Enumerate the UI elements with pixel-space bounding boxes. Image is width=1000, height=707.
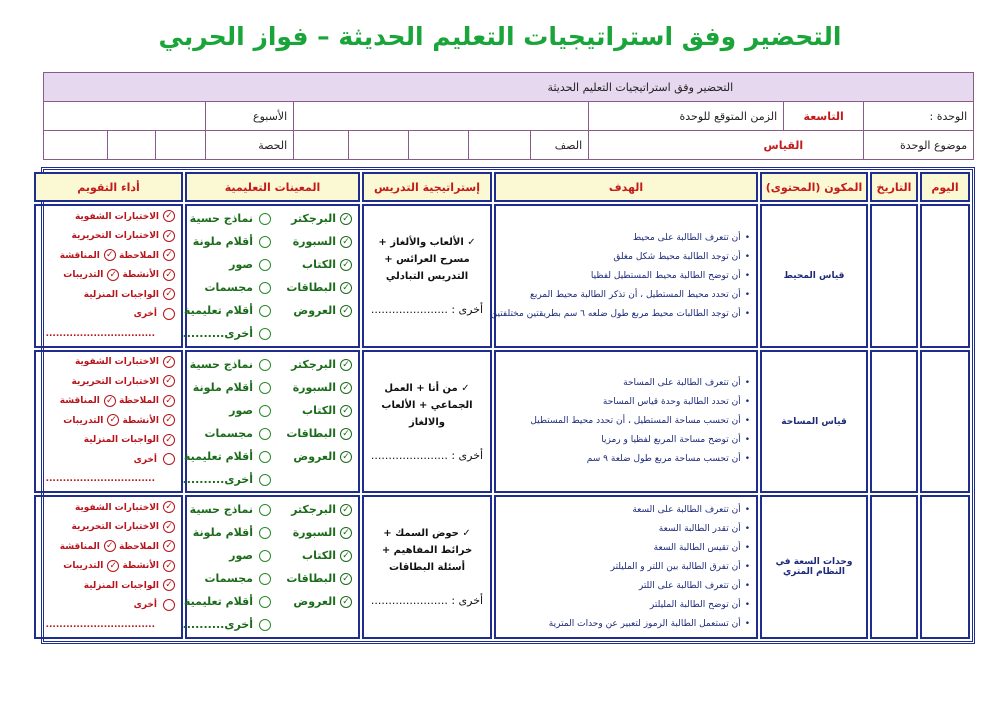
- tool-item: ✓الكتاب: [284, 253, 352, 276]
- tool-item: ✓السبورة: [284, 376, 352, 399]
- col-date: التاريخ: [870, 172, 918, 202]
- check-icon: ✓: [163, 414, 175, 426]
- check-icon: ✓: [163, 375, 175, 387]
- tool-item: ✓السبورة: [284, 230, 352, 253]
- date-cell: [870, 495, 918, 639]
- aid-item: مجسمات: [193, 276, 271, 299]
- check-icon: ✓: [107, 269, 119, 281]
- aid-item: أقلام ملونة: [193, 376, 271, 399]
- goal-cell: [494, 350, 758, 494]
- eval-item: ✓الاختبارات التحريرية: [42, 518, 175, 538]
- strategy-cell: ✓ حوض السمك + خرائط المفاهيم + أسئلة البطاقات أخرى : ......................: [362, 495, 492, 639]
- tool-item: ✓الكتاب: [284, 399, 352, 422]
- check-icon: ✓: [163, 230, 175, 242]
- check-icon: ✓: [163, 288, 175, 300]
- tool-item: ✓العروض: [284, 590, 352, 613]
- eval-item: ✓الاختبارات الشفوية: [42, 353, 175, 373]
- check-icon: ✓: [107, 414, 119, 426]
- eval-item: ✓الواجبات المنزلية: [42, 577, 175, 597]
- col-day: اليوم: [920, 172, 970, 202]
- col-goal: الهدف: [494, 172, 758, 202]
- eval-item: ✓الاختبارات الشفوية: [42, 499, 175, 519]
- check-icon: ✓: [104, 249, 116, 261]
- eval-dots: ................................: [45, 474, 155, 485]
- unit-value: التاسعة: [784, 102, 864, 131]
- goal-item: • أن توجد الطالبة محيط شكل مغلق: [502, 248, 750, 267]
- tool-item: ✓البطاقات: [284, 276, 352, 299]
- lesson-row: [34, 350, 970, 494]
- other-label: أخرى :: [451, 448, 484, 462]
- circle-icon: [259, 305, 271, 317]
- eval-item: ✓الأنشطة ✓التدريبات: [42, 412, 175, 432]
- goal-item: • أن تحسب مساحة مربع طول ضلعة ٩ سم: [502, 450, 750, 469]
- eval-item: ✓الأنشطة ✓التدريبات: [42, 557, 175, 577]
- tool-item: ✓العروض: [284, 299, 352, 322]
- tool-item: ✓البطاقات: [284, 422, 352, 445]
- aid-item: أقلام تعليمية: [193, 590, 271, 613]
- circle-icon: [259, 573, 271, 585]
- page-title: التحضير وفق استراتيجيات التعليم الحديثة – فواز الحربي: [158, 22, 842, 51]
- col-strategy: إستراتيجية التدريس: [362, 172, 492, 202]
- day-cell: [920, 350, 970, 494]
- check-icon: ✓: [340, 236, 352, 248]
- col-aids: المعينات التعليمية: [185, 172, 360, 202]
- circle-icon: [259, 382, 271, 394]
- check-icon: ✓: [163, 521, 175, 533]
- circle-icon: [259, 527, 271, 539]
- check-icon: ✓: [340, 428, 352, 440]
- check-icon: ✓: [163, 210, 175, 222]
- lesson-row: [34, 495, 970, 639]
- check-icon: ✓: [104, 540, 116, 552]
- circle-icon: [259, 236, 271, 248]
- check-icon: ✓: [340, 359, 352, 371]
- eval-dots: ................................: [45, 619, 155, 630]
- unit-info-table: [43, 72, 974, 160]
- other-label: أخرى :: [451, 303, 484, 317]
- day-cell: [920, 495, 970, 639]
- week-value: [44, 102, 206, 131]
- circle-icon: [259, 451, 271, 463]
- eval-item: ✓الملاحظة ✓المناقشة: [42, 392, 175, 412]
- evaluation-cell: [34, 350, 183, 494]
- eval-item: ✓الواجبات المنزلية: [42, 431, 175, 451]
- circle-icon: [163, 599, 175, 611]
- tool-item: ✓الكتاب: [284, 544, 352, 567]
- aid-item: صور: [193, 253, 271, 276]
- check-icon: ✓: [340, 573, 352, 585]
- aid-item: أقلام ملونة: [193, 521, 271, 544]
- goal-item: • أن تقدر الطالبة السعة: [502, 520, 750, 539]
- eval-item: ✓الاختبارات التحريرية: [42, 227, 175, 247]
- goal-item: • أن توضح الطالبة محيط المستطيل لفظيا: [502, 267, 750, 286]
- circle-icon: [259, 619, 271, 631]
- goal-item: • أن توجد الطالبات محيط مربع طول ضلعه ٦ سم بطريقتين مختلفتين: [502, 305, 750, 324]
- check-icon: ✓: [340, 405, 352, 417]
- tool-item: ✓العروض: [284, 445, 352, 468]
- circle-icon: [259, 359, 271, 371]
- eval-other: أخرى: [42, 451, 175, 471]
- tool-item: ✓البرجكتر: [284, 207, 352, 230]
- check-icon: ✓: [340, 504, 352, 516]
- tool-item: ✓البرجكتر: [284, 498, 352, 521]
- check-icon: ✓: [340, 527, 352, 539]
- goal-item: • أن تقيس الطالبة السعة: [502, 539, 750, 558]
- check-icon: ✓: [340, 305, 352, 317]
- check-icon: ✓: [107, 560, 119, 572]
- date-cell: [870, 350, 918, 494]
- check-icon: ✓: [340, 213, 352, 225]
- duration-label: الزمن المتوقع للوحدة: [589, 102, 784, 131]
- check-icon: ✓: [340, 596, 352, 608]
- goal-item: • أن تتعرف الطالبة على اللتر: [502, 577, 750, 596]
- aid-item: أخرى..........: [193, 468, 271, 491]
- goal-cell: [490, 204, 758, 348]
- col-evaluation: أداء التقويم: [34, 172, 183, 202]
- topic-cell: قياس المحيط: [760, 204, 868, 348]
- evaluation-cell: [34, 495, 183, 639]
- check-icon: ✓: [163, 434, 175, 446]
- aid-item: أخرى..........: [193, 613, 271, 636]
- goal-item: • أن تستعمل الطالبة الرموز لتعبير عن وحدات المترية: [502, 615, 750, 634]
- topic-label: موضوع الوحدة: [864, 131, 974, 160]
- strategy-cell: ✓ الألعاب والألغاز + مسرح العرائس + التدريس التبادلي أخرى : ......................: [362, 204, 492, 348]
- goal-item: • أن تتعرف الطالبة على المساحة: [502, 374, 750, 393]
- lesson-row: [34, 204, 970, 348]
- aid-item: صور: [193, 544, 271, 567]
- eval-other: أخرى: [42, 596, 175, 616]
- evaluation-cell: [34, 204, 183, 348]
- date-cell: [870, 204, 918, 348]
- week-label: الأسبوع: [206, 102, 294, 131]
- header-band: التحضير وفق استراتيجيات التعليم الحديثة: [44, 73, 974, 102]
- aid-item: مجسمات: [193, 422, 271, 445]
- circle-icon: [259, 550, 271, 562]
- check-icon: ✓: [340, 550, 352, 562]
- aids-cell: [182, 350, 360, 494]
- eval-item: ✓الملاحظة ✓المناقشة: [42, 538, 175, 558]
- class-value: [469, 131, 531, 160]
- goal-item: • أن تحدد محيط المستطيل ، أن تذكر الطالبة محيط المربع: [502, 286, 750, 305]
- check-icon: ✓: [163, 249, 175, 261]
- period-label: الحصة: [206, 131, 294, 160]
- aid-item: صور: [193, 399, 271, 422]
- aids-cell: [182, 204, 360, 348]
- aids-cell: [182, 495, 360, 639]
- strategy-cell: ✓ من أنا + العمل الجماعي + الألعاب والالغاز أخرى : ......................: [362, 350, 492, 494]
- eval-dots: ................................: [45, 328, 155, 339]
- tool-item: ✓السبورة: [284, 521, 352, 544]
- check-icon: ✓: [340, 382, 352, 394]
- check-icon: ✓: [163, 269, 175, 281]
- duration-value: [294, 102, 589, 131]
- check-icon: ✓: [340, 451, 352, 463]
- goal-item: • أن تفرق الطالبة بين اللتر و المليلتر: [502, 558, 750, 577]
- goal-item: • أن تحدد الطالبة وحدة قياس المساحة: [502, 393, 750, 412]
- eval-item: ✓الأنشطة ✓التدريبات: [42, 266, 175, 286]
- aid-item: أقلام تعليمية: [193, 445, 271, 468]
- circle-icon: [259, 328, 271, 340]
- circle-icon: [163, 308, 175, 320]
- aid-item: مجسمات: [193, 567, 271, 590]
- check-icon: ✓: [163, 540, 175, 552]
- circle-icon: [259, 504, 271, 516]
- check-icon: ✓: [163, 579, 175, 591]
- check-icon: ✓: [340, 259, 352, 271]
- class-label: الصف: [531, 131, 589, 160]
- unit-label: الوحدة :: [864, 102, 974, 131]
- circle-icon: [259, 259, 271, 271]
- aid-item: نماذج حسية: [193, 207, 271, 230]
- aid-item: أقلام ملونة: [193, 230, 271, 253]
- goal-item: • أن توضح الطالبة المليلتر: [502, 596, 750, 615]
- circle-icon: [259, 282, 271, 294]
- circle-icon: [259, 405, 271, 417]
- col-content: المكون (المحتوى): [760, 172, 868, 202]
- topic-cell: وحدات السعة في النظام المتري: [760, 495, 868, 639]
- goal-item: • أن تتعرف الطالبة على محيط: [502, 229, 750, 248]
- aid-item: أقلام تعليمية: [193, 299, 271, 322]
- aid-item: نماذج حسية: [193, 353, 271, 376]
- goal-item: • أن تتعرف الطالبة على السعة: [502, 501, 750, 520]
- tool-item: ✓البطاقات: [284, 567, 352, 590]
- lesson-plan-grid: [41, 167, 975, 644]
- circle-icon: [259, 596, 271, 608]
- tool-item: ✓البرجكتر: [284, 353, 352, 376]
- check-icon: ✓: [163, 560, 175, 572]
- check-icon: ✓: [163, 395, 175, 407]
- eval-item: ✓الاختبارات التحريرية: [42, 373, 175, 393]
- day-cell: [920, 204, 970, 348]
- goal-cell: [494, 495, 758, 639]
- eval-other: أخرى: [42, 305, 175, 325]
- check-icon: ✓: [163, 356, 175, 368]
- topic-cell: قياس المساحة: [760, 350, 868, 494]
- eval-item: ✓الاختبارات الشفوية: [42, 208, 175, 228]
- circle-icon: [163, 453, 175, 465]
- topic-value: القياس: [589, 131, 864, 160]
- other-label: أخرى :: [451, 594, 484, 608]
- check-icon: ✓: [104, 395, 116, 407]
- check-icon: ✓: [340, 282, 352, 294]
- circle-icon: [259, 474, 271, 486]
- goal-item: • أن توضح مساحة المربع لفظيا و رمزيا: [502, 431, 750, 450]
- aid-item: أخرى..........: [193, 322, 271, 345]
- aid-item: نماذج حسية: [193, 498, 271, 521]
- eval-item: ✓الملاحظة ✓المناقشة: [42, 247, 175, 267]
- eval-item: ✓الواجبات المنزلية: [42, 286, 175, 306]
- goal-item: • أن تحسب مساحة المستطيل ، أن تحدد محيط المستطيل: [502, 412, 750, 431]
- check-icon: ✓: [163, 501, 175, 513]
- circle-icon: [259, 213, 271, 225]
- circle-icon: [259, 428, 271, 440]
